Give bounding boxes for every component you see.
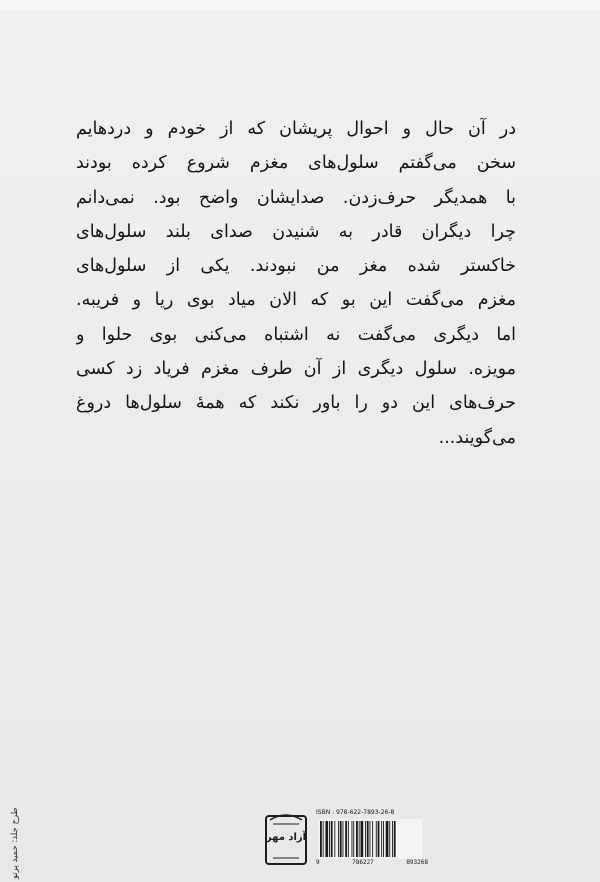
barcode-digits [316,859,428,866]
barcode-bar [392,821,393,857]
barcode-bar [389,821,390,857]
barcode-bar [367,821,369,857]
blurb-line: اما دیگری می‌گفت نه اشتباه می‌کنی بوی حلوا و [76,324,516,345]
barcode-bar [325,821,328,857]
barcode-bar [378,821,380,857]
barcode-bar [376,821,377,857]
barcode-bar [352,821,353,857]
barcode-bar [365,821,366,857]
isbn-number: ISBN : 978-622-7893-26-8 [316,809,395,816]
barcode-bar [323,821,324,857]
barcode-bar [340,821,342,857]
barcode-bar [320,821,322,857]
barcode-digit-group: 9 [316,859,320,866]
blurb-line: خاکستر شده مغز من نبودند. یکی از سلول‌های [76,256,516,277]
barcode-bar [331,821,333,857]
blurb-paragraph [76,112,516,455]
barcode-bar [381,821,382,857]
barcode-bar [394,821,396,857]
barcode-bar [338,821,339,857]
barcode-bar [383,821,384,857]
barcode-bar [334,821,335,857]
blurb-line: چرا دیگران قادر به شنیدن صدای بلند سلول‌های [76,221,516,242]
blurb-line: با همدیگر حرف‌زدن. صدایشان واضح بود. نمی‌دانم [76,187,516,208]
barcode-digit-group: 893268 [406,859,428,866]
isbn-barcode [316,809,428,869]
barcode-bar [356,821,358,857]
barcode-bar [386,821,389,857]
barcode-bar [343,821,344,857]
barcode-bar [348,821,349,857]
blurb-line: در آن حال و احوال پریشان که از خودم و دردهایم [76,119,516,139]
top-edge [0,0,600,10]
blurb-line: مغزم می‌گفت این بو که الان میاد بوی ریا و فریبه. [76,290,516,311]
publisher-logo-text: آزاد مهر [265,832,307,843]
barcode-icon [318,819,422,859]
barcode-bar [361,821,364,857]
cover-design-credit: طرح جلد: حمید پرتو [10,808,20,880]
barcode-bar [370,821,371,857]
barcode-bar [329,821,330,857]
publisher-logo [264,810,308,866]
blurb-line: حرف‌های این دو را باور نکند که همهٔ سلول‌ها دروغ [76,393,516,414]
blurb-line: می‌گویند... [438,427,516,448]
barcode-digit-group: 786227 [352,859,374,866]
barcode-bar [353,821,354,857]
barcode-bar [359,821,360,857]
blurb-line: سخن می‌گفتم سلول‌های مغزم شروع کرده بودند [76,153,516,174]
barcode-bar [372,821,373,857]
barcode-bar [345,821,347,857]
blurb-line: مویزه. سلول دیگری از آن طرف مغزم فریاد زد کسی [76,359,516,380]
